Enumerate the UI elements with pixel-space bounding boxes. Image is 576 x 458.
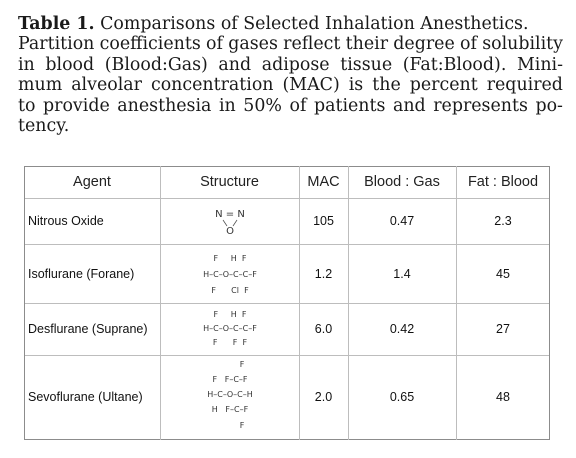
fat-blood-value: 48 — [496, 390, 510, 404]
structure-text: N = N — [215, 209, 245, 220]
structure-text: F H F — [213, 254, 247, 263]
caption-word: of — [460, 34, 477, 55]
caption-word: patients — [313, 95, 386, 116]
caption-label: Table 1. — [18, 14, 95, 34]
caption-line-1 — [18, 14, 563, 34]
structure-text: F H F — [213, 310, 247, 319]
structure-text: H–C–O–C–H — [207, 390, 253, 399]
caption-word: required — [486, 75, 563, 96]
mac-value: 2.0 — [314, 390, 333, 404]
isoflurane-structure — [187, 252, 273, 298]
mac-value: 105 — [313, 214, 334, 228]
fat-blood-value: 2.3 — [494, 214, 512, 228]
header-agent: Agent — [73, 174, 111, 190]
caption-word: and — [218, 54, 252, 75]
structure-text: H–C–O–C–C–F — [203, 270, 257, 279]
caption-word: represents — [433, 95, 528, 116]
caption-word: mum — [18, 75, 63, 96]
caption-word: (Blood:Gas) — [104, 54, 208, 75]
desflurane-structure — [187, 309, 273, 351]
sevoflurane-structure — [187, 358, 273, 436]
caption-line-4 — [18, 75, 563, 95]
caption-word: of — [206, 34, 223, 55]
caption-word: 50% — [243, 95, 282, 116]
blood-gas-value: 0.47 — [389, 214, 415, 228]
header-blood-gas: Blood : Gas — [364, 174, 440, 190]
agent-name: Nitrous Oxide — [28, 214, 104, 228]
caption-word: concentration — [150, 75, 274, 96]
mac-value: 1.2 — [314, 266, 333, 281]
caption-word: to — [18, 95, 36, 116]
caption-word: percent — [409, 75, 478, 96]
caption-word: (MAC) — [282, 75, 340, 96]
agent-name: Desflurane (Suprane) — [28, 322, 148, 336]
caption-word: reflect — [283, 34, 341, 55]
structure-text: F — [239, 421, 245, 430]
table-col-divider — [160, 166, 161, 440]
header-structure: Structure — [200, 174, 259, 190]
caption-word: coefficients — [99, 34, 201, 55]
blood-gas-value: 0.42 — [389, 322, 415, 336]
table-rule-bottom — [24, 439, 550, 440]
caption-word: po- — [535, 95, 563, 116]
caption-word: (Fat:Blood). — [402, 54, 507, 75]
structure-text: F Cl F — [211, 286, 249, 295]
caption-word: in — [18, 54, 35, 75]
blood-gas-value: 1.4 — [393, 266, 411, 281]
nitrous-oxide-structure — [210, 206, 250, 238]
caption-word: their — [345, 34, 389, 55]
caption-title: Comparisons of Selected Inhalation Anesthetics. — [100, 14, 529, 34]
anesthetics-table — [24, 166, 550, 440]
caption-word: degree — [393, 34, 455, 55]
structure-text: F — [239, 360, 245, 369]
mac-value: 6.0 — [314, 322, 333, 336]
caption-word: Partition — [18, 34, 95, 55]
fat-blood-value: 45 — [496, 266, 510, 281]
caption-word: adipose — [261, 54, 330, 75]
table-caption — [18, 14, 563, 136]
caption-word: provide — [43, 95, 110, 116]
caption-word: gases — [228, 34, 278, 55]
header-fat-blood: Fat : Blood — [467, 174, 539, 190]
caption-word: blood — [45, 54, 95, 75]
agent-name: Sevoflurane (Ultane) — [28, 390, 143, 404]
caption-word: the — [372, 75, 401, 96]
caption-line-6: tency. — [18, 116, 70, 137]
blood-gas-value: 0.65 — [389, 390, 415, 404]
fat-blood-value: 27 — [496, 322, 510, 336]
caption-word: in — [218, 95, 236, 116]
caption-word: and — [392, 95, 426, 116]
caption-word: Mini- — [516, 54, 563, 75]
caption-word: of — [289, 95, 307, 116]
caption-word: alveolar — [71, 75, 142, 96]
caption-line-3 — [18, 55, 563, 75]
caption-word: is — [348, 75, 364, 96]
caption-line-5 — [18, 96, 563, 116]
header-mac: MAC — [307, 174, 340, 190]
caption-word: solubility — [482, 34, 563, 55]
structure-text: H–C–O–C–C–F — [203, 324, 257, 333]
caption-line-2 — [18, 34, 563, 54]
structure-text: F F–C–F — [212, 375, 248, 384]
caption-word: tissue — [340, 54, 393, 75]
structure-text: H F–C–F — [211, 405, 249, 414]
caption-word: anesthesia — [117, 95, 212, 116]
structure-text: F F F — [212, 338, 248, 347]
agent-name: Isoflurane (Forane) — [28, 266, 135, 281]
structure-text: O — [226, 226, 234, 237]
